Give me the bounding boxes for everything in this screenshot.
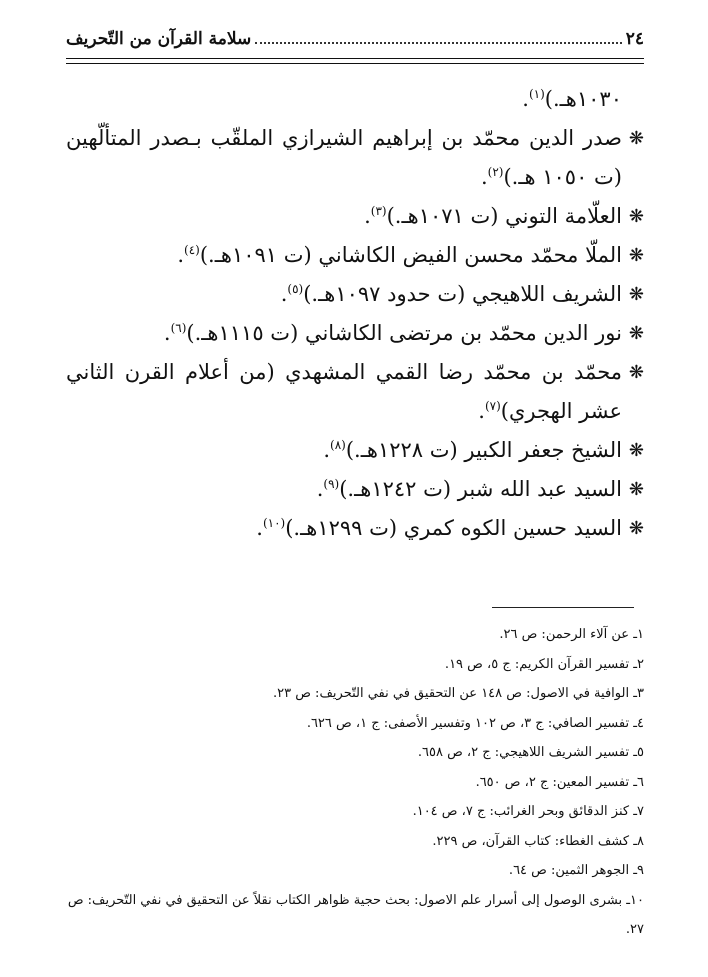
body-item-text: صدر الدين محمّد بن إبراهيم الشيرازي الملقّب بـصدر المتألّهين (ت ١٠٥٠ هـ.) <box>66 126 622 189</box>
footnote-marker: (١) <box>528 87 545 101</box>
running-header <box>66 28 644 54</box>
bullet-icon: ❋ <box>628 362 644 383</box>
footnote-line: ٦ـ تفسير المعين: ج ٢، ص ٦٥٠. <box>475 774 644 790</box>
footnote-line: ٧ـ كنز الدقائق وبحر الغرائب: ج ٧، ص ١٠٤. <box>412 804 644 819</box>
header-rule-top <box>66 58 644 59</box>
footnote-marker: (٤) <box>184 243 200 257</box>
footnote-marker: (٥) <box>287 282 304 296</box>
footnotes <box>58 620 644 945</box>
footnote-separator <box>492 607 634 608</box>
body-item: ❋ الشريف اللاهيجي (ت حدود ١٠٩٧هـ.)$^{(٥)}$. <box>66 275 622 314</box>
body-item-text: العلّامة التوني (ت ١٠٧١هـ.) <box>386 204 622 228</box>
bullet-icon: ❋ <box>628 323 644 344</box>
footnote-line: ٢ـ تفسير القرآن الكريم: ج ٥، ص ١٩. <box>444 656 644 672</box>
footnote-line: ٩ـ الجوهر الثمين: ص ٦٤. <box>508 863 644 878</box>
body-item: ❋ العلّامة التوني (ت ١٠٧١هـ.)$^{(٣)}$. <box>66 197 622 236</box>
bullet-icon: ❋ <box>628 284 644 305</box>
bullet-icon: ❋ <box>628 440 644 461</box>
footnote-marker: (٨) <box>330 438 346 452</box>
bullet-icon: ❋ <box>628 206 644 227</box>
body-item: ١٠٣٠هـ.)$^{(١)}$. <box>522 87 622 111</box>
header-leader-dots <box>255 28 622 44</box>
bullet-icon: ❋ <box>628 128 644 149</box>
header-rule-bottom <box>66 63 644 64</box>
body-item: ❋ محمّد بن محمّد رضا القمي المشهدي (من أعلام القرن الثاني عشر الهجري)$^{(٧)}$. <box>66 353 622 431</box>
bullet-icon: ❋ <box>628 518 644 539</box>
body-item-text: محمّد بن محمّد رضا القمي المشهدي (من أعلام القرن الثاني عشر الهجري) <box>66 360 622 423</box>
footnote-marker: (٣) <box>370 204 387 218</box>
page-number: ٢٤ <box>625 29 644 49</box>
body-text <box>66 80 644 548</box>
body-item: ❋ السيد عبد الله شبر (ت ١٢٤٢هـ.)$^{(٩)}$. <box>66 470 622 509</box>
body-item: ❋ السيد حسين الكوه كمري (ت ١٢٩٩هـ.)$^{(١٠)}$. <box>66 509 622 548</box>
footnote-line: ٣ـ الوافية في الاصول: ص ١٤٨ عن التحقيق في نفي التّحريف: ص ٢٣. <box>272 686 644 701</box>
footnote-marker: (٧) <box>484 399 501 413</box>
body-item-text: الملّا محمّد محسن الفيض الكاشاني (ت ١٠٩١هـ.) <box>199 243 622 267</box>
body-item-text: السيد حسين الكوه كمري (ت ١٢٩٩هـ.) <box>285 516 622 540</box>
bullet-icon: ❋ <box>628 245 644 266</box>
body-item-text: الشيخ جعفر الكبير (ت ١٢٢٨هـ.) <box>345 438 622 462</box>
footnote-marker: (١٠) <box>262 516 286 530</box>
footnote-line: ١ـ عن آلاء الرحمن: ص ٢٦. <box>499 627 644 642</box>
footnote-marker: (٩) <box>323 477 340 491</box>
body-item: ❋ الملّا محمّد محسن الفيض الكاشاني (ت ١٠٩١هـ.)$^{(٤)}$. <box>66 236 622 275</box>
footnote-line: ٥ـ تفسير الشريف اللاهيجي: ج ٢، ص ٦٥٨. <box>417 745 644 760</box>
body-item: ❋ نور الدين محمّد بن مرتضى الكاشاني (ت ١١١٥هـ.)$^{(٦)}$. <box>66 314 622 353</box>
footnote-line: ٨ـ كشف الغطاء: كتاب القرآن، ص ٢٢٩. <box>432 833 644 849</box>
body-item-text: ١٠٣٠هـ.) <box>544 87 622 111</box>
footnote-line: ١٠ـ بشرى الوصول إلى أسرار علم الاصول: بحث حجية ظواهر الكتاب نقلاً عن التحقيق في نفي التّحريف: ص ٢٧. <box>67 892 644 937</box>
bullet-icon: ❋ <box>628 479 644 500</box>
footnote-marker: (٦) <box>170 321 187 335</box>
body-item-text: السيد عبد الله شبر (ت ١٢٤٢هـ.) <box>339 477 622 501</box>
body-item-text: الشريف اللاهيجي (ت حدود ١٠٩٧هـ.) <box>303 282 622 306</box>
body-item: ❋ الشيخ جعفر الكبير (ت ١٢٢٨هـ.)$^{(٨)}$. <box>66 431 622 470</box>
running-title: سلامة القرآن من التّحريف <box>66 29 252 49</box>
body-item: ❋ صدر الدين محمّد بن إبراهيم الشيرازي الملقّب بـصدر المتألّهين (ت ١٠٥٠ هـ.)$^{(٢)}$. <box>66 119 622 197</box>
footnote-line: ٤ـ تفسير الصافي: ج ٣، ص ١٠٢ وتفسير الأصفى: ج ١، ص ٦٢٦. <box>306 715 644 731</box>
body-item-text: نور الدين محمّد بن مرتضى الكاشاني (ت ١١١٥هـ.) <box>186 321 622 345</box>
footnote-marker: (٢) <box>487 165 504 179</box>
